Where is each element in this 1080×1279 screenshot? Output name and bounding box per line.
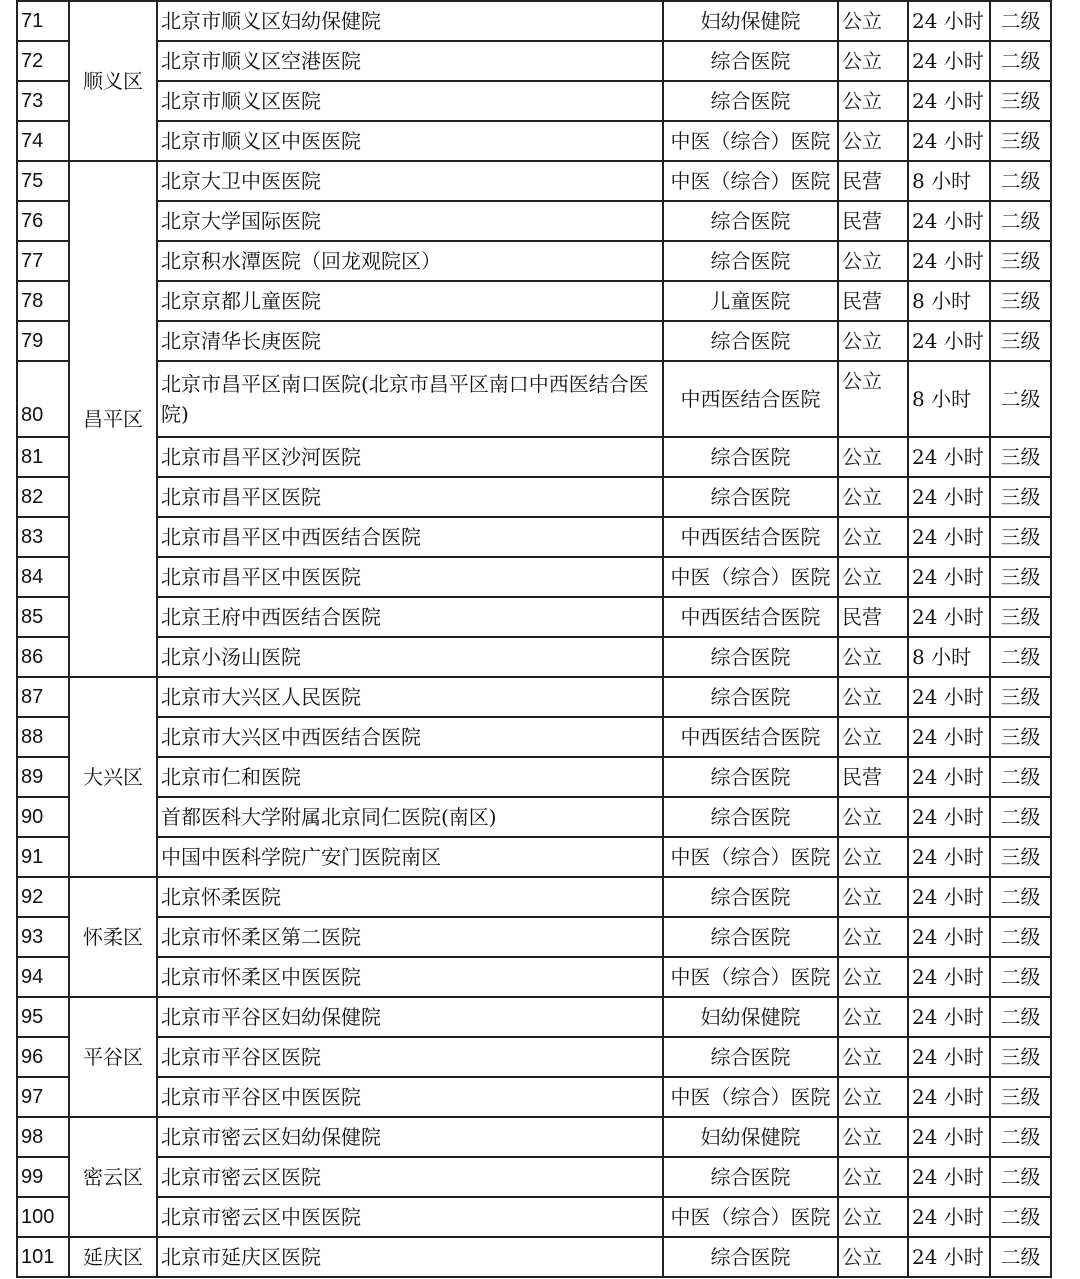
hospital-level-cell: 三级 [990,81,1051,121]
hospital-name-cell: 北京大卫中医医院 [157,161,663,201]
hospital-name-cell: 中国中医科学院广安门医院南区 [157,837,663,877]
row-number-cell: 71 [17,1,69,41]
hospital-name-cell: 北京市仁和医院 [157,757,663,797]
ownership-cell: 公立 [838,1157,908,1197]
ownership-cell: 公立 [838,957,908,997]
hospital-table-body [17,1,1051,1277]
table-row [17,1037,1051,1077]
ownership-cell: 公立 [838,81,908,121]
hospital-level-cell: 三级 [990,517,1051,557]
table-row [17,757,1051,797]
ownership-cell: 民营 [838,281,908,321]
ownership-cell: 公立 [838,557,908,597]
hospital-type-cell: 中西医结合医院 [663,517,838,557]
hospital-level-cell: 三级 [990,717,1051,757]
hospital-level-cell: 二级 [990,41,1051,81]
service-hours-cell: 24 小时 [908,1037,990,1077]
table-row [17,281,1051,321]
hospital-level-cell: 二级 [990,877,1051,917]
row-number-cell: 91 [17,837,69,877]
ownership-cell: 公立 [838,1077,908,1117]
service-hours-cell: 24 小时 [908,1157,990,1197]
ownership-cell: 公立 [838,1037,908,1077]
table-row [17,877,1051,917]
table-row [17,161,1051,201]
ownership-cell: 民营 [838,201,908,241]
row-number-cell: 88 [17,717,69,757]
hospital-type-cell: 中医（综合）医院 [663,557,838,597]
district-cell: 怀柔区 [69,877,157,997]
hospital-type-cell: 综合医院 [663,41,838,81]
service-hours-cell: 24 小时 [908,1237,990,1277]
district-cell: 顺义区 [69,1,157,161]
ownership-cell: 公立 [838,517,908,557]
hospital-type-cell: 中医（综合）医院 [663,837,838,877]
service-hours-cell: 24 小时 [908,81,990,121]
hospital-level-cell: 三级 [990,597,1051,637]
row-number-cell: 95 [17,997,69,1037]
district-cell: 密云区 [69,1117,157,1237]
table-row [17,557,1051,597]
table-row [17,837,1051,877]
hospital-type-cell: 综合医院 [663,437,838,477]
hospital-name-cell: 北京市大兴区中西医结合医院 [157,717,663,757]
ownership-cell: 公立 [838,717,908,757]
hospital-name-cell: 北京王府中西医结合医院 [157,597,663,637]
service-hours-cell: 24 小时 [908,201,990,241]
hospital-level-cell: 二级 [990,1237,1051,1277]
hospital-type-cell: 综合医院 [663,797,838,837]
row-number-cell: 97 [17,1077,69,1117]
hospital-name-cell: 北京市昌平区医院 [157,477,663,517]
hospital-level-cell: 三级 [990,477,1051,517]
row-number-cell: 72 [17,41,69,81]
hospital-type-cell: 妇幼保健院 [663,1,838,41]
hospital-level-cell: 二级 [990,1157,1051,1197]
hospital-level-cell: 二级 [990,797,1051,837]
hospital-name-cell: 北京市昌平区沙河医院 [157,437,663,477]
row-number-cell: 84 [17,557,69,597]
table-row [17,1237,1051,1277]
ownership-cell: 公立 [838,361,908,437]
ownership-cell: 公立 [838,1197,908,1237]
row-number-cell: 74 [17,121,69,161]
row-number-cell: 83 [17,517,69,557]
district-cell: 昌平区 [69,161,157,677]
table-row [17,1157,1051,1197]
district-cell: 延庆区 [69,1237,157,1277]
service-hours-cell: 8 小时 [908,281,990,321]
service-hours-cell: 24 小时 [908,1117,990,1157]
service-hours-cell: 24 小时 [908,517,990,557]
hospital-name-cell: 北京积水潭医院（回龙观院区） [157,241,663,281]
hospital-level-cell: 三级 [990,437,1051,477]
service-hours-cell: 24 小时 [908,321,990,361]
hospital-level-cell: 二级 [990,201,1051,241]
hospital-type-cell: 中西医结合医院 [663,717,838,757]
hospital-name-cell: 北京市平谷区医院 [157,1037,663,1077]
service-hours-cell: 24 小时 [908,41,990,81]
district-cell: 平谷区 [69,997,157,1117]
ownership-cell: 公立 [838,997,908,1037]
hospital-level-cell: 三级 [990,557,1051,597]
hospital-type-cell: 综合医院 [663,677,838,717]
table-row [17,81,1051,121]
hospital-type-cell: 综合医院 [663,1237,838,1277]
ownership-cell: 公立 [838,917,908,957]
hospital-name-cell: 北京市密云区妇幼保健院 [157,1117,663,1157]
hospital-type-cell: 中西医结合医院 [663,361,838,437]
hospital-level-cell: 二级 [990,917,1051,957]
hospital-table [16,0,1052,1278]
hospital-name-cell: 北京市平谷区妇幼保健院 [157,997,663,1037]
row-number-cell: 99 [17,1157,69,1197]
hospital-name-cell: 北京清华长庚医院 [157,321,663,361]
row-number-cell: 89 [17,757,69,797]
hospital-type-cell: 综合医院 [663,877,838,917]
table-row [17,1117,1051,1157]
service-hours-cell: 8 小时 [908,161,990,201]
row-number-cell: 93 [17,917,69,957]
service-hours-cell: 8 小时 [908,361,990,437]
hospital-name-cell: 北京市昌平区中医医院 [157,557,663,597]
service-hours-cell: 24 小时 [908,1197,990,1237]
hospital-level-cell: 二级 [990,161,1051,201]
service-hours-cell: 24 小时 [908,121,990,161]
hospital-level-cell: 三级 [990,1037,1051,1077]
hospital-name-cell: 北京市昌平区中西医结合医院 [157,517,663,557]
hospital-name-cell: 北京大学国际医院 [157,201,663,241]
service-hours-cell: 24 小时 [908,917,990,957]
hospital-type-cell: 妇幼保健院 [663,1117,838,1157]
hospital-type-cell: 中医（综合）医院 [663,957,838,997]
service-hours-cell: 8 小时 [908,637,990,677]
table-row [17,597,1051,637]
hospital-name-cell: 首都医科大学附属北京同仁医院(南区) [157,797,663,837]
service-hours-cell: 24 小时 [908,241,990,281]
ownership-cell: 公立 [838,477,908,517]
hospital-level-cell: 二级 [990,757,1051,797]
hospital-name-cell: 北京市密云区医院 [157,1157,663,1197]
district-cell: 大兴区 [69,677,157,877]
service-hours-cell: 24 小时 [908,797,990,837]
row-number-cell: 86 [17,637,69,677]
hospital-level-cell: 三级 [990,677,1051,717]
service-hours-cell: 24 小时 [908,997,990,1037]
hospital-level-cell: 二级 [990,361,1051,437]
row-number-cell: 81 [17,437,69,477]
table-row [17,1197,1051,1237]
hospital-type-cell: 综合医院 [663,321,838,361]
row-number-cell: 101 [17,1237,69,1277]
hospital-type-cell: 综合医院 [663,241,838,281]
row-number-cell: 76 [17,201,69,241]
row-number-cell: 96 [17,1037,69,1077]
service-hours-cell: 24 小时 [908,1077,990,1117]
row-number-cell: 94 [17,957,69,997]
hospital-type-cell: 综合医院 [663,477,838,517]
row-number-cell: 92 [17,877,69,917]
hospital-level-cell: 三级 [990,241,1051,281]
table-row [17,637,1051,677]
hospital-name-cell: 北京市大兴区人民医院 [157,677,663,717]
ownership-cell: 公立 [838,321,908,361]
service-hours-cell: 24 小时 [908,957,990,997]
row-number-cell: 78 [17,281,69,321]
hospital-type-cell: 综合医院 [663,201,838,241]
ownership-cell: 民营 [838,757,908,797]
hospital-name-cell: 北京市昌平区南口医院(北京市昌平区南口中西医结合医院) [157,361,663,437]
table-row [17,957,1051,997]
hospital-type-cell: 综合医院 [663,1037,838,1077]
hospital-level-cell: 二级 [990,1117,1051,1157]
hospital-name-cell: 北京京都儿童医院 [157,281,663,321]
row-number-cell: 80 [17,361,69,437]
service-hours-cell: 24 小时 [908,477,990,517]
service-hours-cell: 24 小时 [908,1,990,41]
hospital-type-cell: 中医（综合）医院 [663,1197,838,1237]
hospital-type-cell: 中西医结合医院 [663,597,838,637]
table-row [17,437,1051,477]
hospital-name-cell: 北京市平谷区中医医院 [157,1077,663,1117]
service-hours-cell: 24 小时 [908,597,990,637]
hospital-type-cell: 综合医院 [663,757,838,797]
hospital-level-cell: 三级 [990,321,1051,361]
table-row [17,677,1051,717]
service-hours-cell: 24 小时 [908,437,990,477]
ownership-cell: 公立 [838,121,908,161]
table-row [17,1077,1051,1117]
hospital-type-cell: 综合医院 [663,1157,838,1197]
hospital-name-cell: 北京市怀柔区第二医院 [157,917,663,957]
row-number-cell: 75 [17,161,69,201]
ownership-cell: 公立 [838,677,908,717]
table-row [17,321,1051,361]
row-number-cell: 98 [17,1117,69,1157]
table-row [17,517,1051,557]
row-number-cell: 87 [17,677,69,717]
hospital-type-cell: 综合医院 [663,917,838,957]
service-hours-cell: 24 小时 [908,557,990,597]
hospital-name-cell: 北京市顺义区妇幼保健院 [157,1,663,41]
row-number-cell: 85 [17,597,69,637]
table-row [17,477,1051,517]
table-row [17,917,1051,957]
hospital-type-cell: 中医（综合）医院 [663,161,838,201]
row-number-cell: 79 [17,321,69,361]
hospital-level-cell: 三级 [990,837,1051,877]
row-number-cell: 82 [17,477,69,517]
ownership-cell: 公立 [838,437,908,477]
ownership-cell: 公立 [838,1237,908,1277]
service-hours-cell: 24 小时 [908,877,990,917]
table-row [17,1,1051,41]
hospital-type-cell: 儿童医院 [663,281,838,321]
row-number-cell: 90 [17,797,69,837]
hospital-type-cell: 中医（综合）医院 [663,121,838,161]
service-hours-cell: 24 小时 [908,677,990,717]
service-hours-cell: 24 小时 [908,837,990,877]
hospital-level-cell: 三级 [990,121,1051,161]
table-row [17,201,1051,241]
hospital-level-cell: 二级 [990,997,1051,1037]
hospital-level-cell: 二级 [990,1,1051,41]
ownership-cell: 民营 [838,161,908,201]
ownership-cell: 民营 [838,597,908,637]
table-row [17,121,1051,161]
hospital-name-cell: 北京市顺义区医院 [157,81,663,121]
hospital-name-cell: 北京市密云区中医医院 [157,1197,663,1237]
hospital-type-cell: 中医（综合）医院 [663,1077,838,1117]
table-row [17,717,1051,757]
hospital-name-cell: 北京市顺义区中医医院 [157,121,663,161]
row-number-cell: 100 [17,1197,69,1237]
ownership-cell: 公立 [838,41,908,81]
ownership-cell: 公立 [838,241,908,281]
ownership-cell: 公立 [838,1,908,41]
ownership-cell: 公立 [838,797,908,837]
hospital-name-cell: 北京小汤山医院 [157,637,663,677]
hospital-level-cell: 三级 [990,1077,1051,1117]
hospital-type-cell: 妇幼保健院 [663,997,838,1037]
hospital-level-cell: 二级 [990,1197,1051,1237]
table-row [17,361,1051,437]
table-row [17,997,1051,1037]
hospital-level-cell: 二级 [990,637,1051,677]
hospital-type-cell: 综合医院 [663,81,838,121]
ownership-cell: 公立 [838,837,908,877]
hospital-name-cell: 北京市怀柔区中医医院 [157,957,663,997]
service-hours-cell: 24 小时 [908,757,990,797]
ownership-cell: 公立 [838,877,908,917]
table-row [17,241,1051,281]
row-number-cell: 77 [17,241,69,281]
hospital-name-cell: 北京市顺义区空港医院 [157,41,663,81]
ownership-cell: 公立 [838,1117,908,1157]
table-row [17,41,1051,81]
hospital-level-cell: 二级 [990,957,1051,997]
table-row [17,797,1051,837]
hospital-name-cell: 北京怀柔医院 [157,877,663,917]
service-hours-cell: 24 小时 [908,717,990,757]
ownership-cell: 公立 [838,637,908,677]
row-number-cell: 73 [17,81,69,121]
hospital-type-cell: 综合医院 [663,637,838,677]
hospital-level-cell: 三级 [990,281,1051,321]
hospital-name-cell: 北京市延庆区医院 [157,1237,663,1277]
